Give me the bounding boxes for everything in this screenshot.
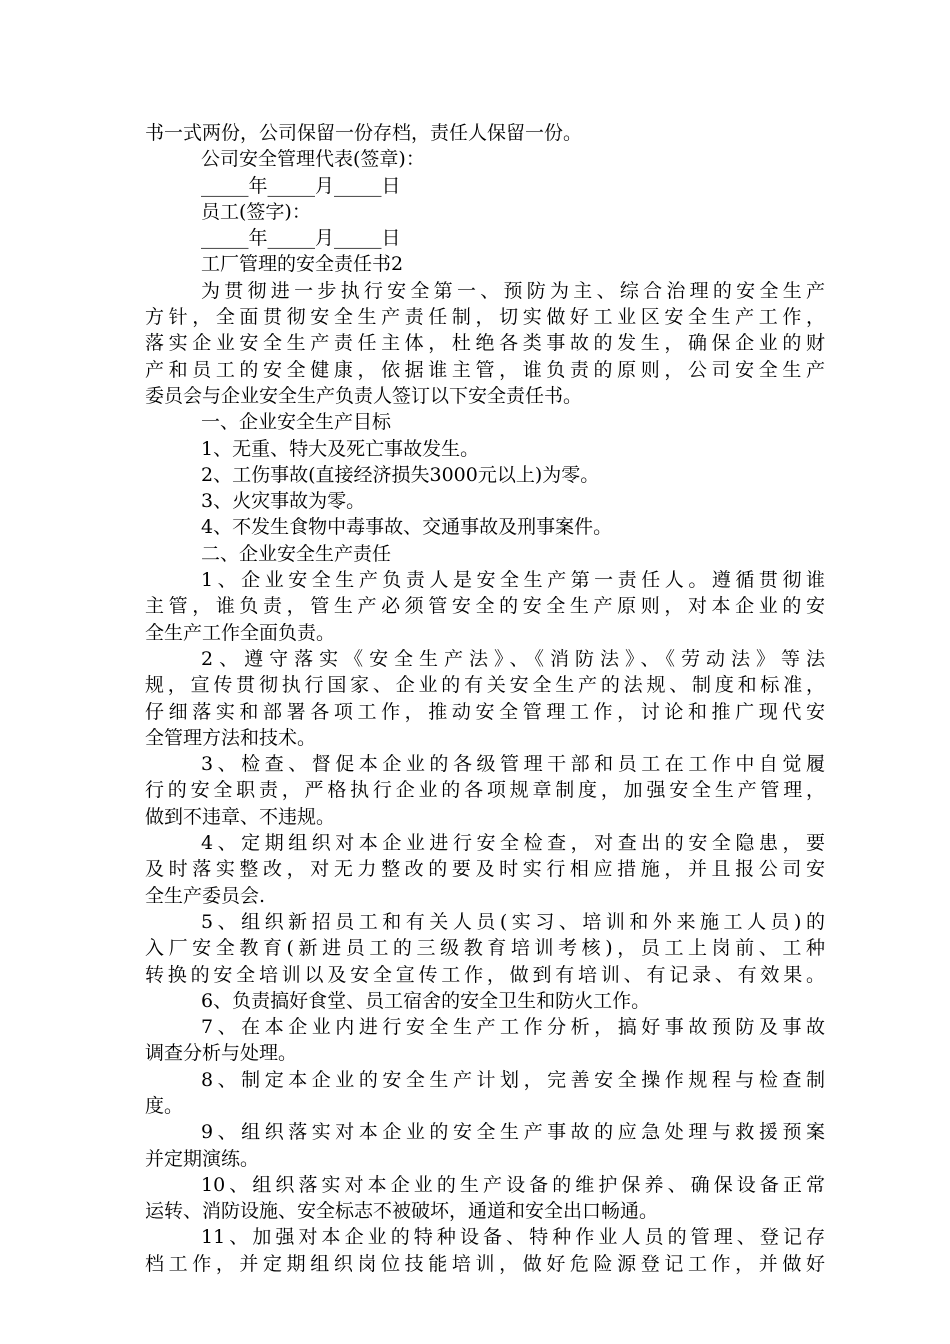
document-line: 入厂安全教育(新进员工的三级教育培训考核)，员工上岗前、工种 [145, 937, 825, 960]
document-line: 4、不发生食物中毒事故、交通事故及刑事案件。 [201, 516, 613, 539]
document-line: 运转、消防设施、安全标志不被破坏，通道和安全出口畅通。 [145, 1200, 659, 1223]
document-line: 调查分析与处理。 [145, 1042, 298, 1065]
document-line: 4、定期组织对本企业进行安全检查，对查出的安全隐患，要 [201, 832, 825, 855]
document-line: 5、组织新招员工和有关人员(实习、培训和外来施工人员)的 [201, 910, 825, 933]
document-line: 及时落实整改，对无力整改的要及时实行相应措施，并且报公司安 [145, 858, 825, 881]
document-line: 1、无重、特大及死亡事故发生。 [201, 437, 480, 460]
document-line: 一、企业安全生产目标 [201, 411, 392, 434]
document-line: 主管，谁负责，管生产必须管安全的安全生产原则，对本企业的安 [145, 595, 825, 618]
document-line: 10、组织落实对本企业的生产设备的维护保养、确保设备正常 [201, 1173, 825, 1196]
document-line: 8、制定本企业的安全生产计划，完善安全操作规程与检查制 [201, 1068, 825, 1091]
document-line: 7、在本企业内进行安全生产工作分析，搞好事故预防及事故 [201, 1016, 825, 1039]
document-line: 全生产工作全面负责。 [145, 621, 336, 644]
document-line: 落实企业安全生产责任主体，杜绝各类事故的发生，确保企业的财 [145, 332, 825, 355]
document-line: 仔细落实和部署各项工作，推动安全管理工作，讨论和推广现代安 [145, 700, 825, 723]
document-line: 员工(签字)： [201, 200, 311, 223]
document-line: _____年_____月_____日 [201, 227, 401, 250]
document-line: 3、火灾事故为零。 [201, 490, 366, 513]
document-line: 1、企业安全生产负责人是安全生产第一责任人。遵循贯彻谁 [201, 569, 825, 592]
document-line: 方针，全面贯彻安全生产责任制，切实做好工业区安全生产工作， [145, 306, 825, 329]
document-line: _____年_____月_____日 [201, 174, 401, 197]
document-line: 3、检查、督促本企业的各级管理干部和员工在工作中自觉履 [201, 753, 825, 776]
document-line: 工厂管理的安全责任书2 [201, 253, 404, 276]
document-line: 行的安全职责，严格执行企业的各项规章制度，加强安全生产管理， [145, 779, 825, 802]
document-line: 转换的安全培训以及安全宣传工作，做到有培训、有记录、有效果。 [145, 963, 825, 986]
document-line: 委员会与企业安全生产负责人签订以下安全责任书。 [145, 384, 583, 407]
document-line: 二、企业安全生产责任 [201, 542, 392, 565]
document-line: 公司安全管理代表(签章)： [201, 148, 425, 171]
document-line: 并定期演练。 [145, 1147, 260, 1170]
document-line: 2、遵守落实《安全生产法》、《消防法》、《劳动法》等法 [201, 647, 825, 670]
document-line: 规，宣传贯彻执行国家、企业的有关安全生产的法规、制度和标准， [145, 674, 825, 697]
document-line: 9、组织落实对本企业的安全生产事故的应急处理与救援预案 [201, 1121, 825, 1144]
document-line: 为贯彻进一步执行安全第一、预防为主、综合治理的安全生产 [201, 279, 825, 302]
document-line: 产和员工的安全健康，依据谁主管，谁负责的原则，公司安全生产 [145, 358, 825, 381]
document-line: 书一式两份，公司保留一份存档，责任人保留一份。 [145, 122, 583, 144]
document-line: 6、负责搞好食堂、员工宿舍的安全卫生和防火工作。 [201, 989, 651, 1012]
document-line: 2、工伤事故(直接经济损失3000元以上)为零。 [201, 463, 600, 486]
document-line: 度。 [145, 1094, 184, 1117]
document-line: 做到不违章、不违规。 [145, 805, 336, 828]
document-line: 全生产委员会. [145, 884, 266, 907]
document-line: 11、加强对本企业的特种设备、特种作业人员的管理、登记存 [201, 1226, 825, 1249]
document-line: 全管理方法和技术。 [145, 726, 317, 749]
document-body [145, 120, 825, 1277]
document-line: 档工作，并定期组织岗位技能培训，做好危险源登记工作，并做好 [145, 1252, 825, 1275]
